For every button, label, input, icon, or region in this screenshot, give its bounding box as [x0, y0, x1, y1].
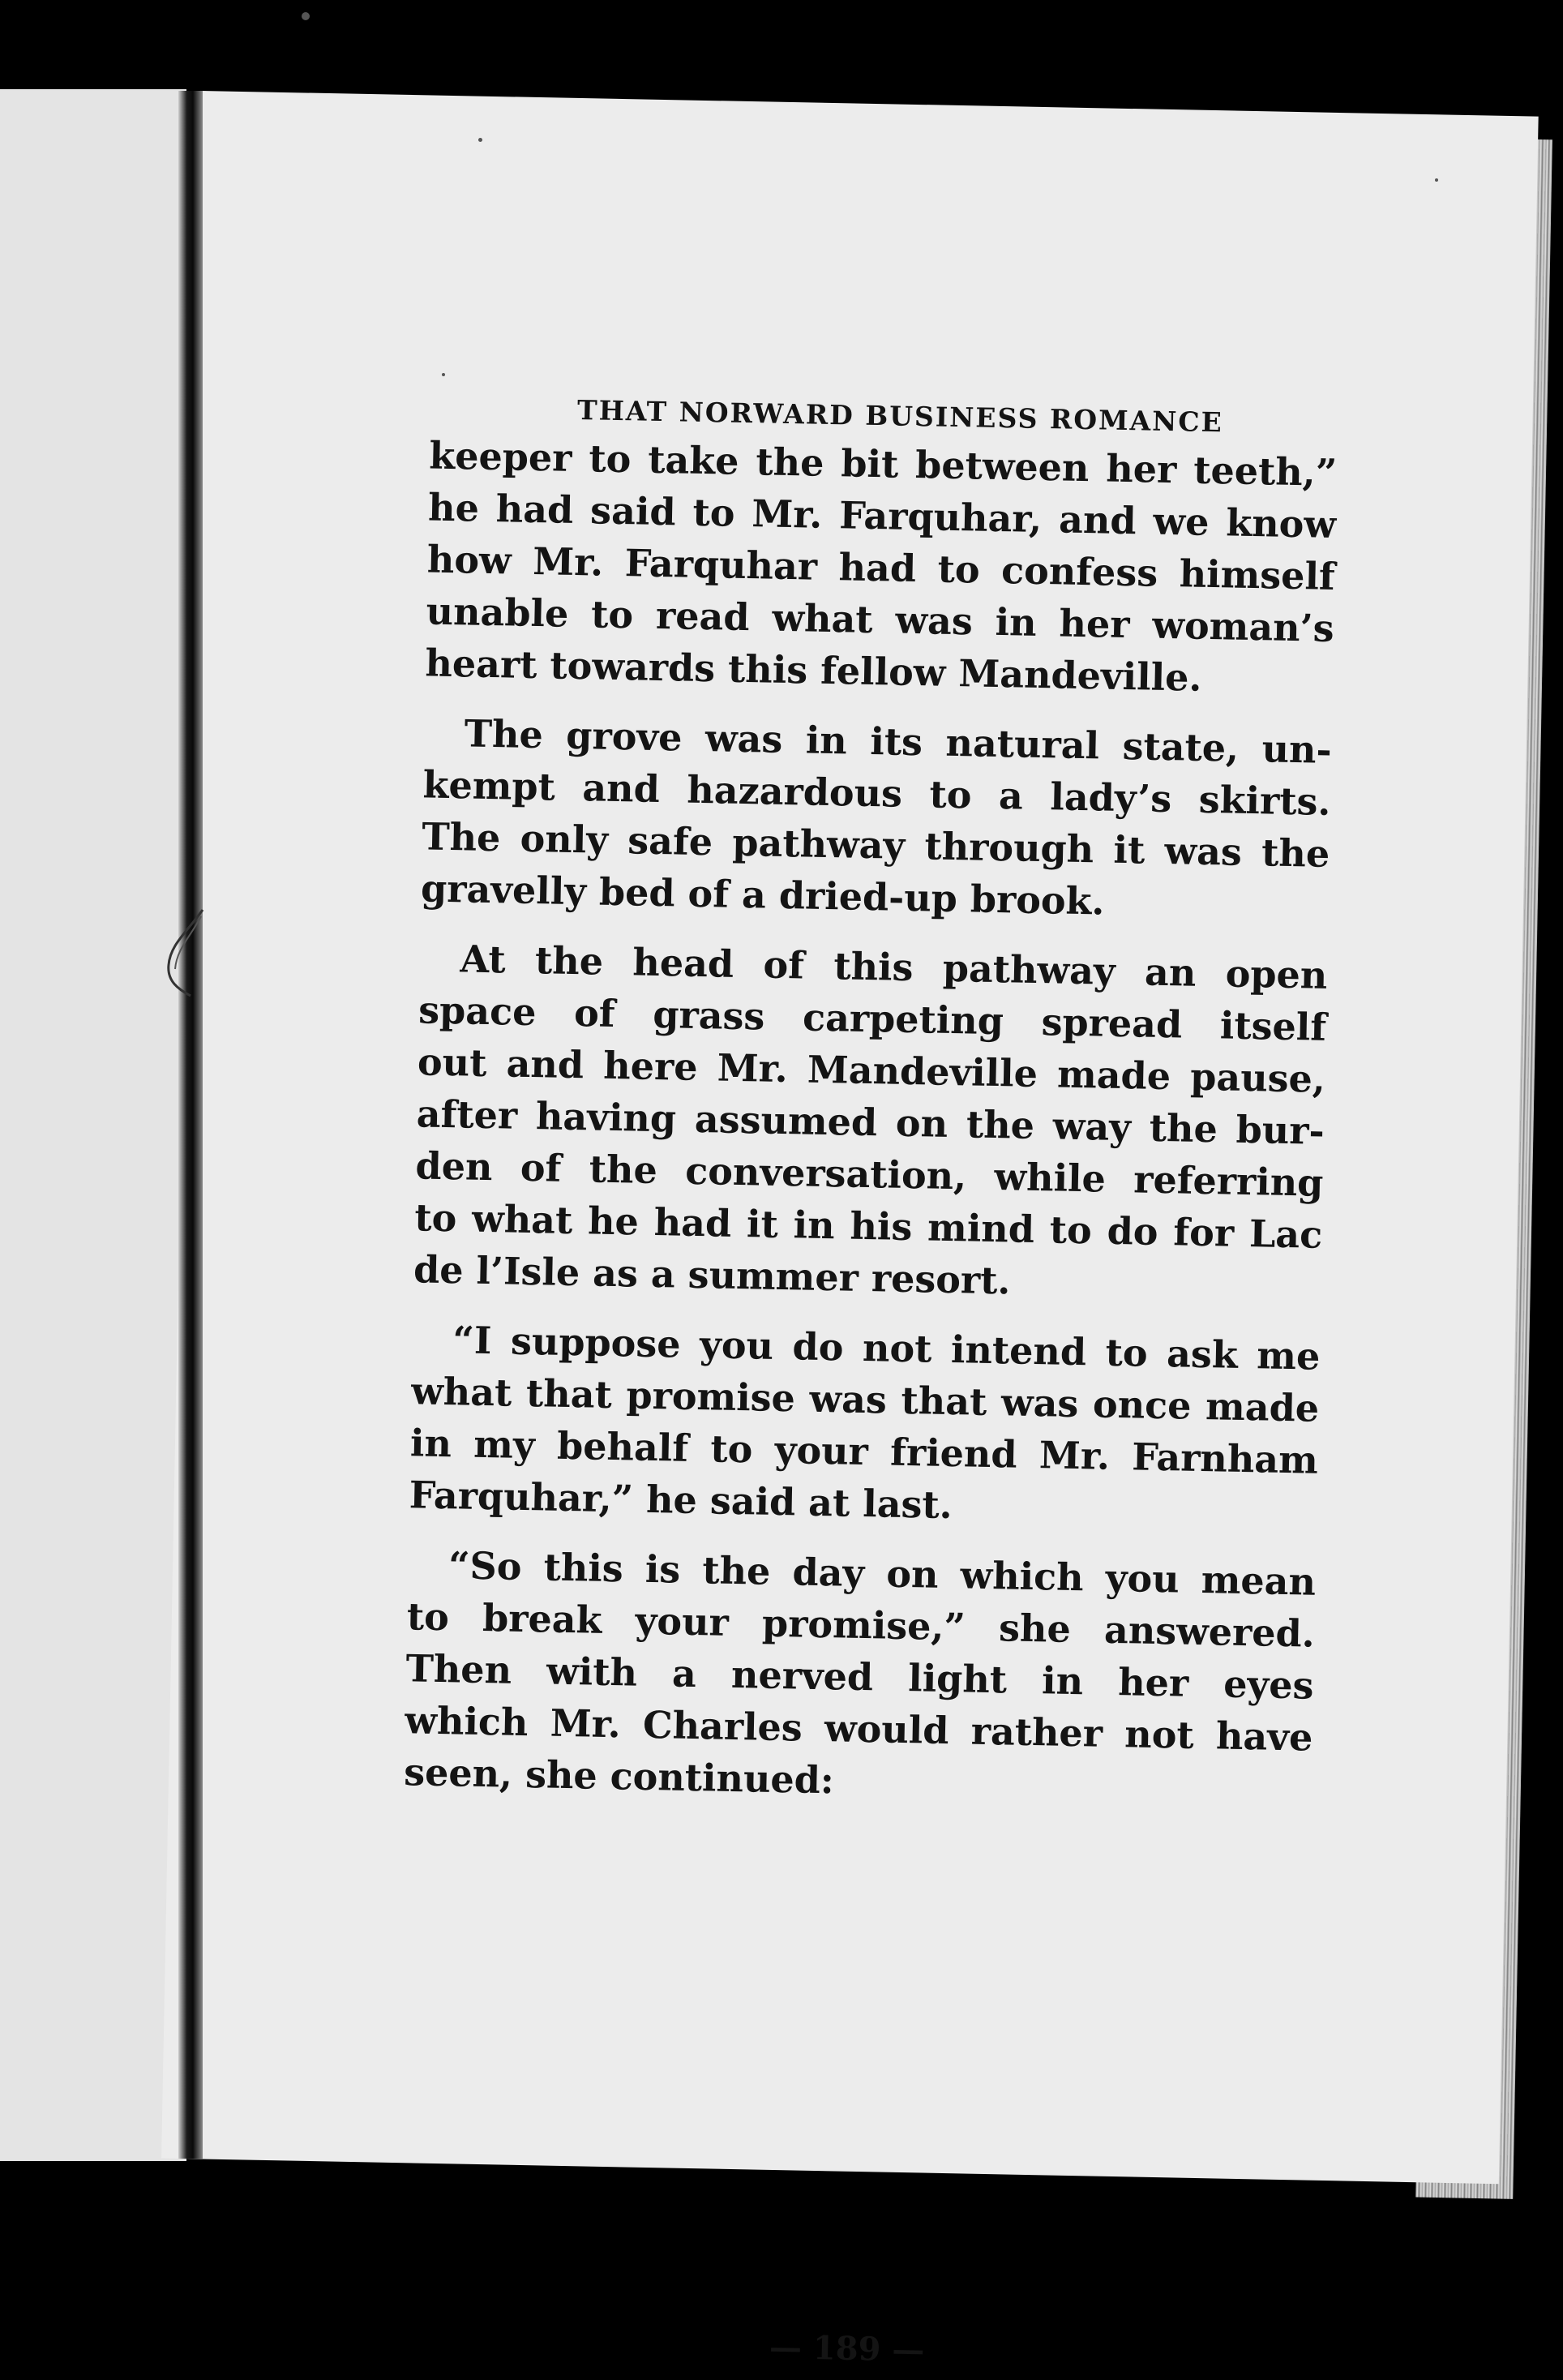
binding-thread: [154, 908, 211, 997]
text-line: “So this is the day on which you mean: [447, 1543, 1317, 1604]
text-line: Farquhar,” he said at last.: [409, 1473, 953, 1528]
text-line: de l’Isle as a summer resort.: [413, 1247, 1011, 1303]
text-line: Then with a nerved light in her eyes: [405, 1646, 1315, 1708]
dust-speck: [442, 373, 445, 376]
book-gutter: [178, 91, 203, 2159]
running-head: THAT NORWARD BUSINESS ROMANCE: [576, 393, 1224, 439]
dust-speck: [1435, 178, 1438, 182]
text-line: gravelly bed of a dried-up brook.: [420, 866, 1106, 924]
paragraph-5: [404, 1538, 1317, 1815]
text-line: “I suppose you do not intend to ask me: [452, 1318, 1321, 1379]
text-line: after having assumed on the way the bur-: [416, 1091, 1325, 1153]
text-line: At the head of this pathway an open: [459, 937, 1328, 997]
text-line: he had said to Mr. Farquhar, and we know: [427, 485, 1337, 547]
book-page: [161, 91, 1539, 2369]
text-line: The only safe pathway through it was the: [421, 814, 1330, 876]
text-line: to what he had it in his mind to do for Lac: [413, 1195, 1323, 1257]
text-block: [403, 392, 1338, 2369]
paragraph-3: [413, 932, 1328, 1312]
text-line: in my behalf to your friend Mr. Farnham: [409, 1421, 1319, 1482]
text-line: space of grass carpeting spread itself: [418, 988, 1327, 1049]
page-number: — 189 —: [769, 2327, 925, 2369]
text-line: to break your promise,” she answered.: [406, 1594, 1316, 1656]
text-line: heart towards this fellow Mandeville.: [424, 641, 1202, 700]
paragraph-4: [409, 1313, 1321, 1537]
dust-speck: [478, 138, 482, 142]
text-line: how Mr. Farquhar had to confess himself: [426, 537, 1336, 598]
text-line: unable to read what was in her woman’s: [426, 589, 1335, 650]
text-line: keeper to take the bit between her teeth,”: [428, 433, 1338, 495]
text-line: den of the conversation, while referring: [415, 1143, 1324, 1205]
text-line: The grove was in its natural state, un-: [464, 711, 1333, 772]
text-line: seen, she continued:: [403, 1750, 835, 1803]
paragraph-2: [421, 706, 1333, 931]
text-line: kempt and hazardous to a lady’s skirts.: [422, 762, 1331, 824]
left-page-margin: [0, 89, 186, 2161]
dust-speck: [302, 12, 310, 20]
text-line: out and here Mr. Mandeville made pause,: [417, 1040, 1326, 1101]
text-line: which Mr. Charles would rather not have: [404, 1698, 1313, 1760]
text-line: what that promise was that was once made: [410, 1369, 1320, 1430]
paragraph-1: [425, 429, 1338, 705]
